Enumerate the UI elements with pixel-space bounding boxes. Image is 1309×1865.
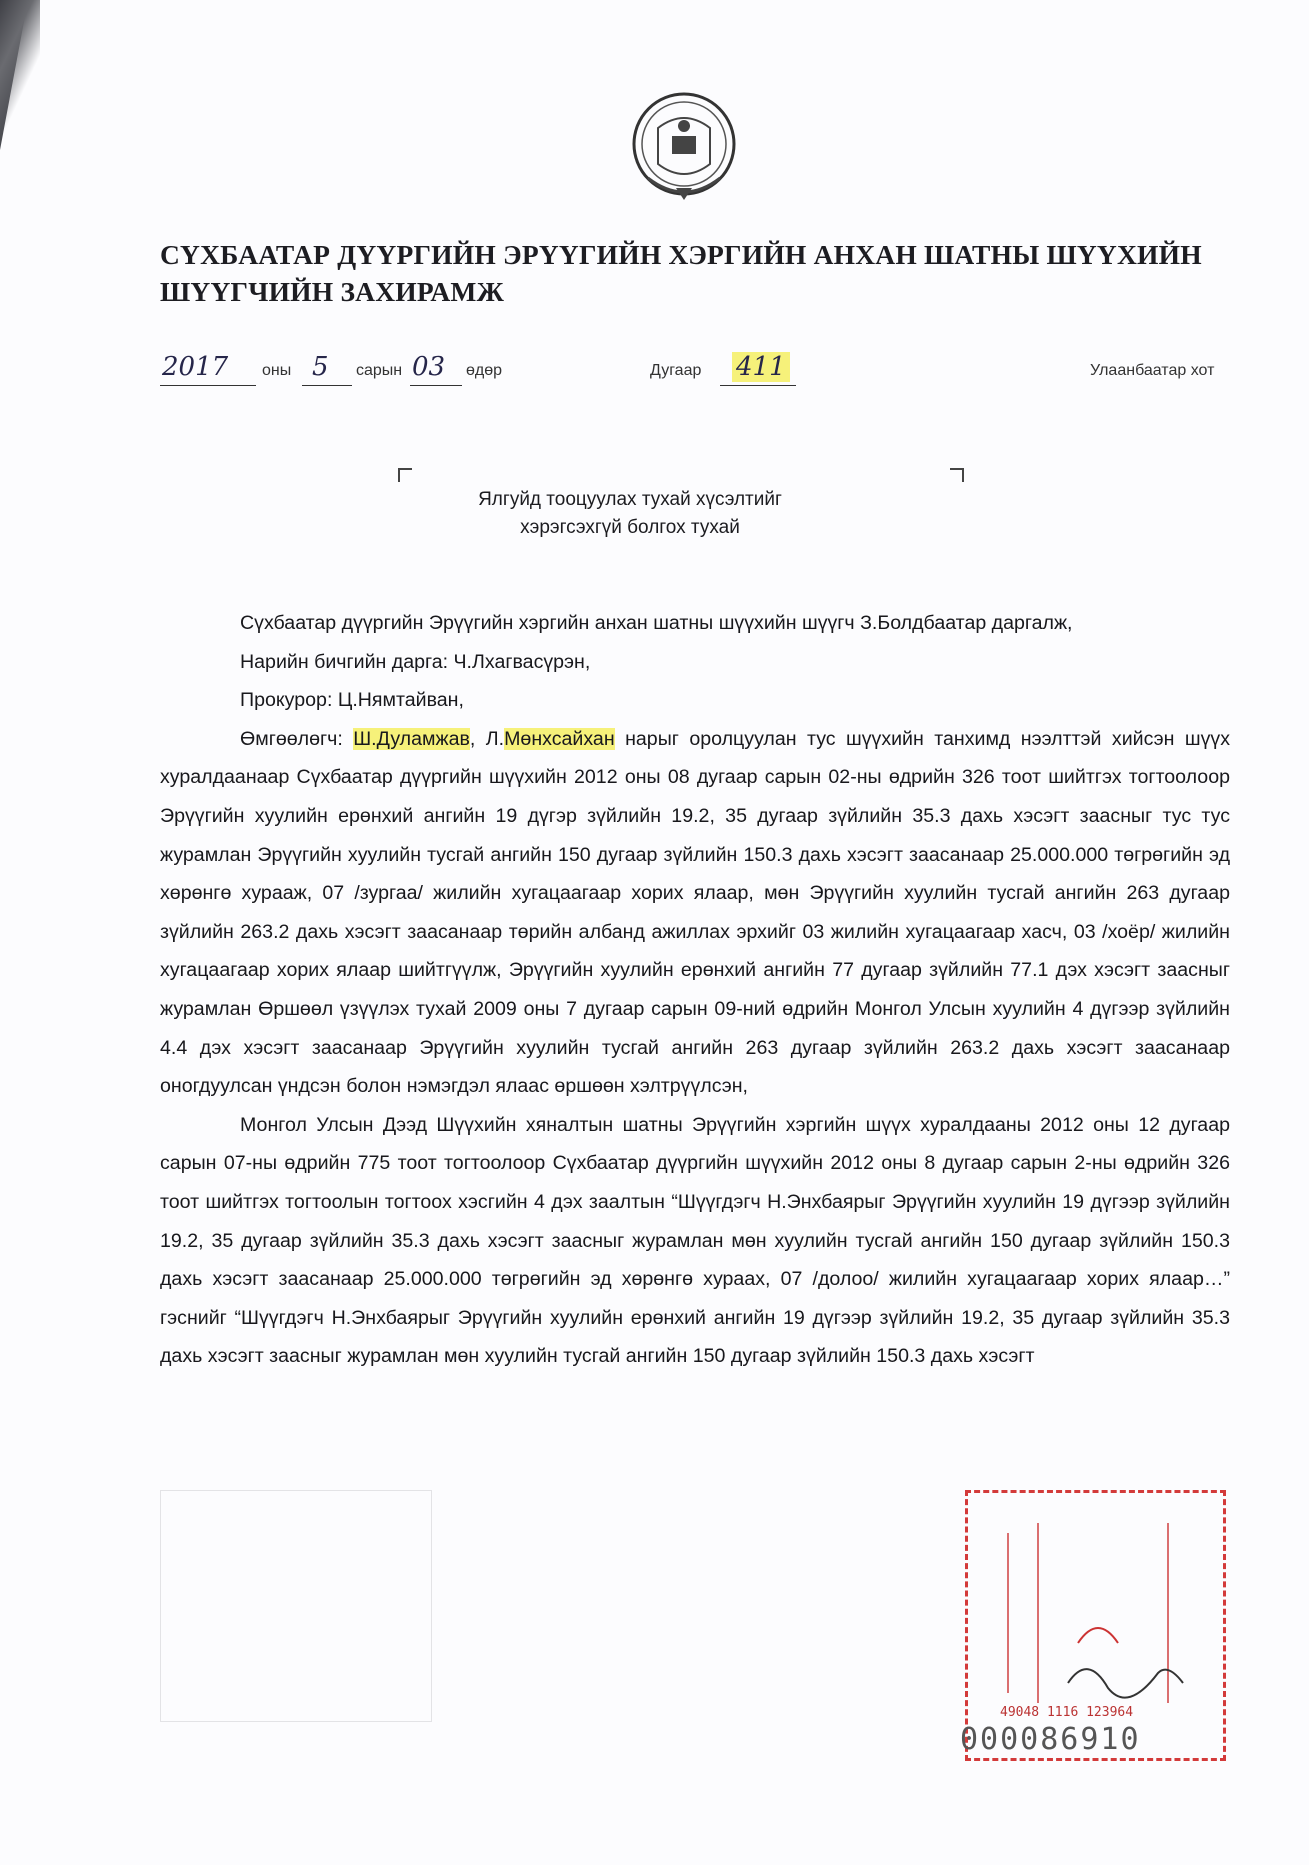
serial-number: 000086910 <box>960 1722 1141 1757</box>
stamp-number: 49048 1116 123964 <box>1000 1705 1134 1720</box>
paragraph-defenders <box>160 720 1230 1106</box>
state-emblem-icon <box>628 88 740 208</box>
subject-line-2: хэрэгсэхгүй болгох тухай <box>520 517 740 538</box>
red-stamp <box>965 1490 1226 1761</box>
document-number: 411 <box>732 352 790 382</box>
day-underline <box>410 385 462 386</box>
paragraph-judge: Сүхбаатар дүүргийн Эрүүгийн хэргийн анхан шатны шүүхийн шүүгч З.Болдбаатар даргалж, <box>240 612 1073 634</box>
paragraph-secretary: Нарийн бичгийн дарга: Ч.Лхагвасүрэн, <box>240 650 591 673</box>
year-handwritten: 2017 <box>162 352 229 382</box>
paragraph-supreme-court: Монгол Улсын Дээд Шүүхийн хяналтын шатны Эрүүгийн хэргийн шүүх хуралдааны 2012 оны 12 дугаар сарын 07-ны өдрийн 775 тоот тогтоолоор Сүхбаатар дүүргийн шүүхийн 2012 оны 8 дугаар сарын 2-ны өдрийн 326 тоот шийтгэх тогтоолын тогтоох хэсгийн 4 дэх заалтын “Шүүгдэгч Н.Энхбаярыг Эрүүгийн хуулийн 19 дүгээр зүйлийн 19.2, 35 дугаар зүйлийн 35.3 дахь хэсэгт заасныг журамлан мөн хуулийн тусгай ангийн 150 дугаар зүйлийн 150.3 дахь хэсэгт заасанаар 25.000.000 төгрөгийн эд хөрөнгө хураах, 07 /долоо/ жилийн хугацаагаар хорих ялаар…” гэснийг “Шүүгдэгч Н.Энхбаярыг Эрүүгийн хуулийн ерөнхий ангийн 19 дүгээр зүйлийн 19.2, 35 дугаар зүйлийн 35.3 дахь хэсэгт заасныг журамлан мөн хуулийн тусгай ангийн 150 дугаар зүйлийн 150.3 дахь хэсэгт <box>160 1113 1230 1368</box>
paragraph-defenders-rest: нарыг оролцуулан тус шүүхийн танхимд нээлттэй хийсэн шүүх хуралдаанаар Сүхбаатар дүүргийн шүүхийн 2012 оны 08 дугаар сарын 02-ны өдрийн 326 тоот шийтгэх тогтоолоор Эрүүгийн хуулийн ерөнхий ангийн 19 дүгэр зүйлийн 19.2, 35 дугаар зүйлийн 35.3 дахь хэсэгт заасныг тус тус журамлан Эрүүгийн хуулийн тусгай ангийн 150 дугаар зүйлийн 150.3 дахь хэсэгт заасанаар 25.000.000 төгрөгийн эд хөрөнгө хурааж, 07 /зургаа/ жилийн хугацаагаар хорих ялаар, мөн Эрүүгийн хуулийн тусгай ангийн 263 дугаар зүйлийн 263.2 дахь хэсэгт заасанаар төрийн албанд ажиллах эрхийг 03 жилийн хугацаагаар хасч, 03 /хоёр/ жилийн хугацаагаар хорих ялаар шийтгүүлж, Эрүүгийн хуулийн ерөнхий ангийн 77 дугаар зүйлийн 77.1 дэх хэсэгт заасныг журамлан Өршөөл үзүүлэх тухай 2009 оны 7 дугаар сарын 09-ний өдрийн Монгол Улсын хуулийн 4 дүгээр зүйлийн 4.4 дэх хэсэгт заасанаар Эрүүгийн хуулийн тусгай ангийн 263 дугаар зүйлийн 263.2 дахь хэсэгт заасанаар оногдуулсан үндсэн болон нэмэгдэл ялаас өршөөн хэлтрүүлсэн, <box>160 727 1230 1098</box>
document-title: СҮХБААТАР ДҮҮРГИЙН ЭРҮҮГИЙН ХЭРГИЙН АНХАН ШАТНЫ ШҮҮХИЙН ШҮҮГЧИЙН ЗАХИРАМЖ <box>160 239 1202 307</box>
number-label: Дугаар <box>650 362 702 379</box>
year-underline <box>160 385 256 386</box>
document-body <box>160 604 1230 1376</box>
defender-label: Өмгөөлөгч: <box>240 727 354 750</box>
city: Улаанбаатар хот <box>1090 362 1215 379</box>
highlighted-name-2: Мөнхсайхан <box>504 727 615 750</box>
folded-corner-shadow <box>0 0 40 150</box>
subject-line-1: Ялгуйд тооцуулах тухай хүсэлтийг <box>478 489 782 510</box>
day-handwritten: 03 <box>412 352 446 382</box>
number-underline <box>720 385 796 386</box>
paragraph-prosecutor: Прокурор: Ц.Нямтайван, <box>240 689 464 712</box>
day-suffix: өдөр <box>466 362 503 379</box>
subject-bracket-left <box>398 468 412 482</box>
month-suffix: сарын <box>356 362 403 379</box>
month-underline <box>302 385 352 386</box>
show-through-stamp <box>160 1490 432 1722</box>
subject-bracket-right <box>950 468 964 482</box>
defender-sep: , Л. <box>469 727 505 750</box>
subject-heading <box>330 486 930 542</box>
highlighted-name-1: Ш.Дуламжав <box>353 727 470 750</box>
year-suffix: оны <box>262 362 292 379</box>
month-handwritten: 5 <box>312 352 329 382</box>
